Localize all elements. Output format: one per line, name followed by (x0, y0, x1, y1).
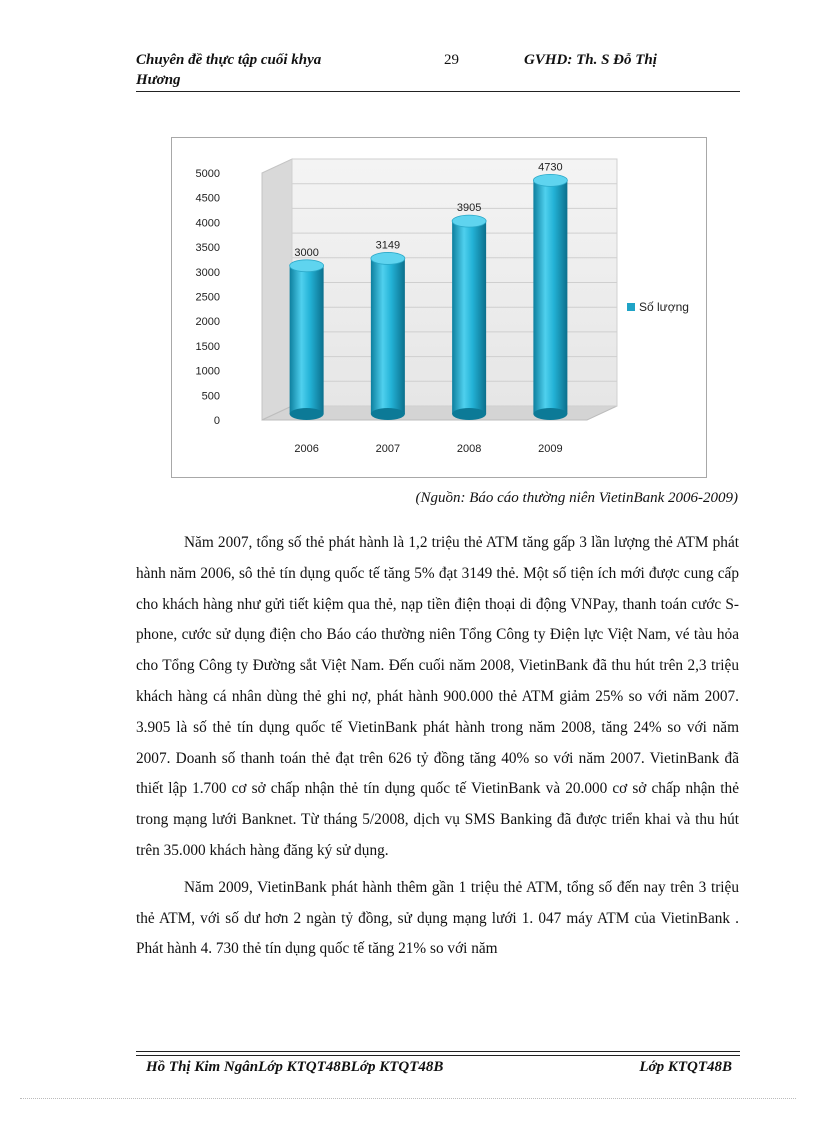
bar (371, 252, 405, 420)
bar-body (452, 221, 486, 414)
bar-base (533, 408, 567, 420)
legend-swatch (627, 303, 635, 311)
bar-body (290, 266, 324, 414)
bar (290, 260, 324, 420)
page-edge-dots (20, 1098, 796, 1099)
x-tick-label: 2006 (294, 443, 319, 455)
bar-base (371, 408, 405, 420)
data-label: 4730 (538, 161, 563, 174)
footer-author: Hồ Thị Kim NgânLớp KTQT48BLớp KTQT48B (146, 1059, 444, 1075)
x-tick-label: 2007 (375, 443, 401, 455)
page-header (136, 48, 740, 92)
footer-divider (136, 1051, 740, 1052)
paragraph: Năm 2007, tổng số thẻ phát hành là 1,2 triệu thẻ ATM tăng gấp 3 lần lượng thẻ ATM phát hành năm 2006, sô thẻ tín dụng quốc tế tăng 5% đạt 3149 thẻ. Một số tiện ích mới được cung cấp cho khách hàng như gửi tiết kiệm qua thẻ, nạp tiền điện thoại di động VNPay, thanh toán cước S-phone, cước sử dụng điện cho Báo cáo thường niên Tổng Công ty Điện lực Việt Nam, vé tàu hỏa cho Tổng Công ty Đường sắt Việt Nam. Đến cuối năm 2008, VietinBank đã thu hút trên 2,3 triệu khách hàng cá nhân dùng thẻ ghi nợ, phát hành 900.000 thẻ ATM giảm 25% so với năm 2007. 3.905 là số thẻ tín dụng quốc tế VietinBank phát hành trong năm 2008, tăng 24% so với năm 2007. Doanh số thanh toán thẻ đạt trên 626 tỷ đồng tăng 40% so với năm 2007. VietinBank đã thiết lập 1.700 cơ sở chấp nhận thẻ tín dụng quốc tế VietinBank và 20.000 cơ sở chấp nhận thẻ trong mạng lưới Banknet. Từ tháng 5/2008, dịch vụ SMS Banking đã được triển khai và thu hút trên 35.000 khách hàng đăng ký sử dụng. (136, 534, 739, 859)
legend-label: Số lượng (639, 300, 689, 314)
paragraph: Năm 2009, VietinBank phát hành thêm gần 1 triệu thẻ ATM, tổng số đến nay trên 3 triệu thẻ ATM, với số dư hơn 2 ngàn tỷ đồng, sử dụng mạng lưới 1. 047 máy ATM của VietinBank . Phát hành 4. 730 thẻ tín dụng quốc tế tăng 21% so với năm (136, 878, 739, 958)
y-tick-label: 5000 (195, 168, 220, 180)
chart-container (171, 137, 707, 478)
y-tick-label: 4500 (195, 192, 220, 205)
bar-top (452, 215, 486, 227)
footer-class: Lớp KTQT48B (639, 1059, 732, 1075)
bar-body (533, 180, 567, 414)
x-tick-label: 2009 (538, 443, 563, 455)
data-label: 3000 (294, 246, 319, 259)
bar (452, 215, 486, 420)
footer-divider-thin (136, 1055, 740, 1056)
bar-body (371, 258, 405, 414)
bar-top (533, 174, 567, 186)
header-divider (136, 91, 740, 92)
x-tick-label: 2008 (456, 443, 482, 455)
bar-top (290, 260, 324, 272)
y-tick-label: 2500 (195, 291, 220, 304)
header-title-line2: Hương (136, 72, 181, 88)
body-text (136, 528, 739, 971)
y-tick-label: 3500 (195, 242, 220, 255)
data-label: 3149 (375, 239, 401, 252)
y-tick-label: 1000 (195, 365, 220, 378)
y-tick-label: 4000 (195, 217, 220, 230)
bar (533, 174, 567, 420)
y-tick-label: 0 (213, 415, 220, 427)
legend (627, 300, 689, 314)
y-tick-label: 3000 (195, 266, 220, 279)
bar-base (290, 408, 324, 420)
y-tick-label: 1500 (195, 340, 220, 353)
side-wall (262, 159, 292, 420)
header-advisor: GVHD: Th. S Đỗ Thị (524, 52, 657, 68)
bar-base (452, 408, 486, 420)
y-tick-label: 2000 (195, 316, 220, 329)
page-number: 29 (444, 52, 459, 68)
bar-chart (172, 138, 706, 477)
chart-source-caption: (Nguồn: Báo cáo thường niên VietinBank 2006-2009) (415, 490, 738, 506)
data-label: 3905 (456, 202, 482, 215)
header-title-line1: Chuyên đề thực tập cuối khya (136, 52, 322, 68)
y-tick-label: 500 (201, 390, 220, 403)
header-title (136, 50, 386, 90)
bar-top (371, 252, 405, 264)
page-footer (146, 1059, 732, 1076)
